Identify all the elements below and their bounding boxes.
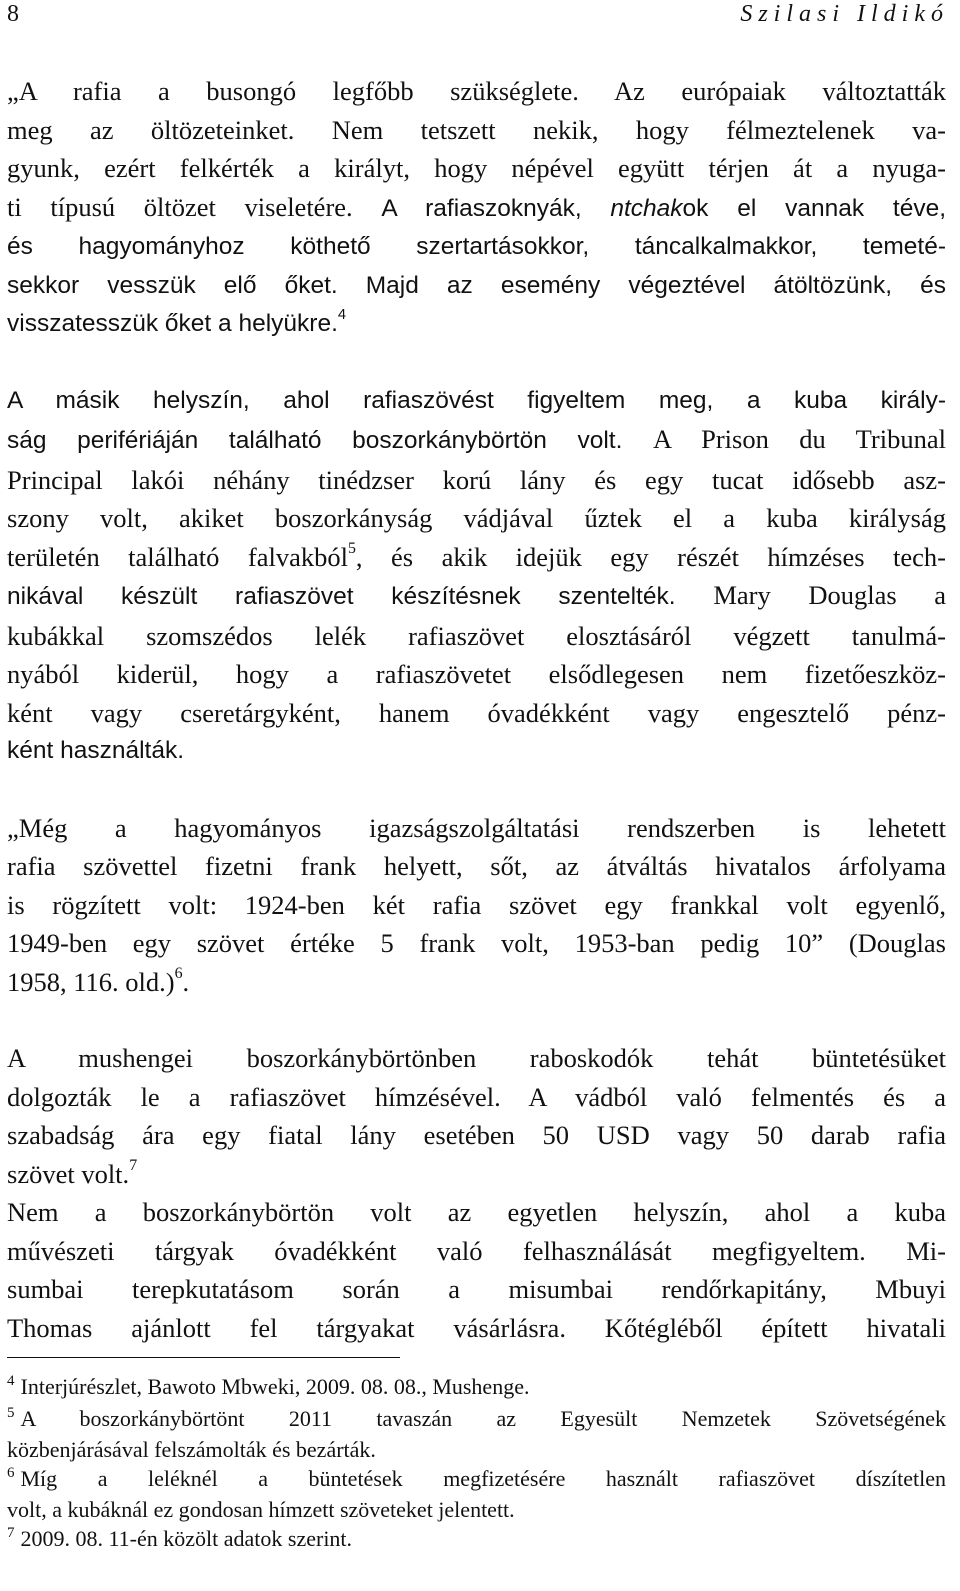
text-line — [7, 1155, 946, 1194]
text-line — [7, 420, 946, 461]
text-line: rafia szövettel fizetni frank helyett, sőt, az átváltás hivatalos árfolyama — [7, 851, 946, 881]
footnote-5 — [7, 1405, 946, 1465]
paragraph-4 — [7, 1039, 946, 1193]
paragraph-2 — [7, 382, 946, 771]
text-line: művészeti tárgyak óvadékként való felhasználását megfigyeltem. Mi- — [7, 1235, 946, 1266]
text-run: ok el vannak téve, — [682, 194, 947, 222]
text-line: nyából kiderül, hogy a rafiaszövetet elsődlegesen nem fizetőeszköz- — [7, 659, 946, 689]
text-line: „Még a hagyományos igazságszolgáltatási rendszerben is lehetett — [7, 812, 946, 843]
running-head: Szilasi Ildikó — [740, 1, 949, 27]
text-run: A Prison du Tribunal — [653, 424, 946, 454]
text-line: „A rafia a busongó legfőbb szükséglete. Az európaiak változtatták — [7, 76, 946, 106]
text-line — [7, 538, 946, 577]
text-run: ti típusú öltözet viseletére. — [7, 191, 353, 222]
text-run: 1958, 116. old.) — [7, 966, 175, 997]
footnote-number: 7 — [7, 1524, 15, 1541]
footnote-ref-4[interactable]: 4 — [337, 306, 347, 323]
text-line: Nem a boszorkánybörtön volt az egyetlen helyszín, ahol a kuba — [7, 1197, 946, 1227]
footnote-text: 2009. 08. 11-én közölt adatok szerint. — [20, 1525, 353, 1551]
text-run: nikával készült rafiaszövet készítésnek szentelték. — [7, 583, 676, 610]
footnotes — [7, 1373, 946, 1556]
main-text — [7, 72, 946, 1347]
text-line: szabadság ára egy fiatal lány esetében 50 USD vagy 50 darab rafia — [7, 1120, 946, 1150]
footnote-7 — [7, 1525, 946, 1557]
text-line: kubákkal szomszédos lelék rafiaszövet elosztásáról végzett tanulmá- — [7, 620, 946, 651]
text-line — [7, 963, 946, 1002]
footnote-line — [7, 1373, 946, 1405]
text-line: ként vagy cseretárgyként, hanem óvadékként vagy engesztelő pénz- — [7, 697, 946, 728]
footnote-4 — [7, 1373, 946, 1405]
text-run: visszatesszük őket a helyükre. — [7, 310, 338, 337]
footnote-ref-7[interactable]: 7 — [129, 1156, 138, 1174]
text-line: A mushengei boszorkánybörtönben raboskodók tehát büntetésüket — [7, 1043, 946, 1073]
text-line: 1949-ben egy szövet értéke 5 frank volt, 1953-ban pedig 10” (Douglas — [7, 928, 946, 958]
text-run: területén található falvakból — [7, 541, 348, 572]
text-run: , és akik idejük egy részét hímzéses tech- — [355, 541, 946, 572]
footnote-6 — [7, 1465, 946, 1525]
text-line: sekkor vesszük elő őket. Majd az esemény végeztével átöltözünk, és — [7, 271, 946, 299]
text-line: is rögzített volt: 1924-ben két rafia szövet egy frankkal volt egyenlő, — [7, 889, 946, 920]
text-line: szony volt, akiket boszorkányság vádjával űztek el a kuba királyság — [7, 503, 946, 533]
footnote-line — [7, 1405, 946, 1437]
paragraph-5 — [7, 1193, 946, 1347]
footnote-line — [7, 1525, 946, 1557]
text-line — [7, 576, 946, 617]
text-line: meg az öltözeteinket. Nem tetszett nekik, hogy félmeztelenek va- — [7, 114, 946, 145]
text-line: Thomas ajánlott fel tárgyakat vásárlásra. Kőtégléből épített hivatali — [7, 1312, 946, 1343]
text-line: gyunk, ezért felkérték a királyt, hogy népével együtt térjen át a nyuga- — [7, 153, 946, 183]
text-run: Mary Douglas a — [713, 580, 946, 610]
text-run: ság perifériáján található boszorkánybörtön volt. — [7, 427, 623, 454]
text-run: szövet volt. — [7, 1158, 130, 1189]
text-line: Principal lakói néhány tinédzser korú lány és egy tucat idősebb asz- — [7, 464, 946, 495]
text-run: . — [182, 966, 190, 997]
footnote-text: Interjúrészlet, Bawoto Mbweki, 2009. 08. 08., Mushenge. — [20, 1374, 530, 1399]
text-line: A másik helyszín, ahol rafiaszövést figyeltem meg, a kuba király- — [7, 386, 946, 414]
italic-term: ntchak — [610, 194, 683, 222]
text-line: és hagyományhoz köthető szertartásokkor, táncalkalmakkor, temeté- — [7, 233, 946, 260]
footnote-number: 5 — [7, 1404, 15, 1421]
text-line: sumbai terepkutatásom során a misumbai rendőrkapitány, Mbuyi — [7, 1274, 946, 1304]
footnote-text: A boszorkánybörtönt 2011 tavaszán az Egyesült Nemzetek Szövetségének — [20, 1405, 946, 1431]
text-line: ként használták. — [7, 737, 185, 764]
text-run: A rafiaszoknyák, — [381, 194, 582, 222]
footnote-ref-5[interactable]: 5 — [347, 539, 356, 557]
page-header — [7, 0, 949, 40]
page-number: 8 — [7, 1, 19, 27]
footnote-number: 4 — [7, 1373, 15, 1389]
quote-paragraph-3 — [7, 809, 946, 1002]
text-line — [7, 305, 946, 344]
footnote-separator — [7, 1357, 400, 1358]
footnote-line: közbenjárásával felszámolták és bezárták. — [7, 1437, 376, 1462]
footnote-text: Míg a leléknél a büntetések megfizetésére használt rafiaszövet díszítetlen — [20, 1465, 946, 1491]
footnote-number: 6 — [7, 1464, 15, 1481]
footnote-line: volt, a kubáknál ez gondosan hímzett szöveteket jelentett. — [7, 1497, 515, 1522]
quote-paragraph-1 — [7, 72, 946, 344]
footnote-ref-6[interactable]: 6 — [174, 964, 183, 982]
footnote-line — [7, 1465, 946, 1497]
text-line — [7, 188, 946, 229]
text-line: dolgozták le a rafiaszövet hímzésével. A vádból való felmentés és a — [7, 1081, 946, 1112]
